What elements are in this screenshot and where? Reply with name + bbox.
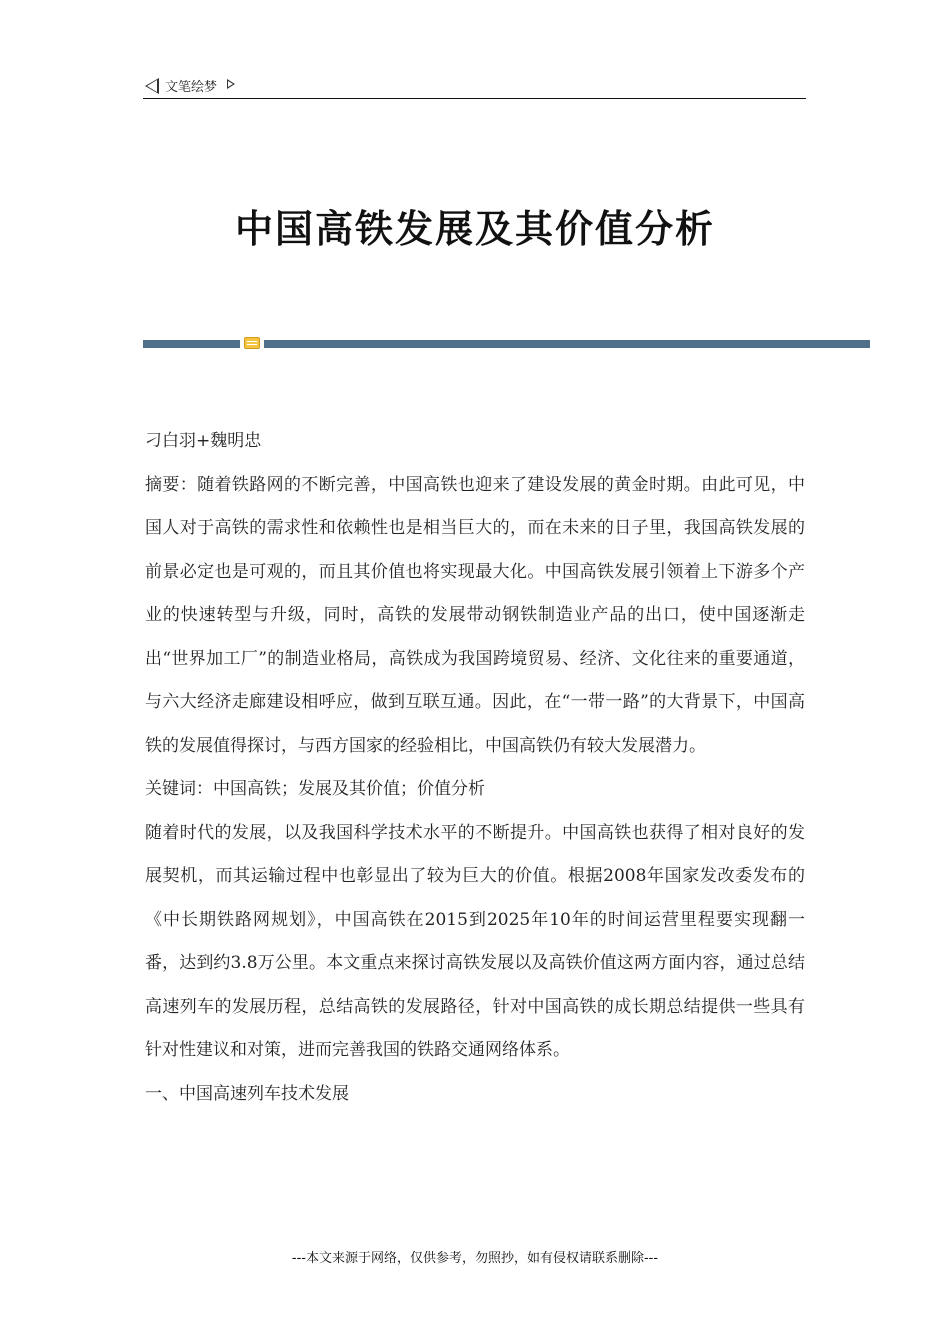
- divider-badge-icon: [244, 337, 260, 349]
- abstract-paragraph: 摘要：随着铁路网的不断完善，中国高铁也迎来了建设发展的黄金时期。由此可见，中国人对于高铁的需求性和依赖性也是相当巨大的，而在未来的日子里，我国高铁发展的前景必定也是可观的，而且其价值也将实现最大化。中国高铁发展引领着上下游多个产业的快速转型与升级，同时，高铁的发展带动钢铁制造业产品的出口，使中国逐渐走出“世界加工厂”的制造业格局，高铁成为我国跨境贸易、经济、文化往来的重要通道，与六大经济走廊建设相呼应，做到互联互通。因此，在“一带一路”的大背景下，中国高铁的发展值得探讨，与西方国家的经验相比，中国高铁仍有较大发展潜力。: [145, 474, 805, 756]
- keywords-line: 关键词：中国高铁；发展及其价值；价值分析: [145, 779, 485, 799]
- header-brand: [145, 76, 235, 95]
- authors-line: 刁白羽+魏明忠: [145, 431, 262, 451]
- triangle-right-icon: [227, 79, 235, 89]
- section-heading: 一、中国高速列车技术发展: [145, 1083, 349, 1104]
- document-body: [145, 420, 805, 1116]
- brand-label: 文笔绘梦: [165, 80, 218, 95]
- title-divider-right: [264, 340, 870, 348]
- footer-notice: ---本文来源于网络，仅供参考，勿照抄，如有侵权请联系删除---: [291, 1251, 659, 1266]
- document-title: 中国高铁发展及其价值分析: [234, 207, 715, 251]
- triangle-left-icon: [145, 78, 159, 94]
- title-divider-left: [143, 340, 240, 348]
- page-header: [143, 74, 806, 99]
- intro-paragraph: 随着时代的发展，以及我国科学技术水平的不断提升。中国高铁也获得了相对良好的发展契机，而其运输过程中也彰显出了较为巨大的价值。根据2008年国家发改委发布的《中长期铁路网规划》，中国高铁在2015到2025年10年的时间运营里程要实现翻一番，达到约3.8万公里。本文重点来探讨高铁发展以及高铁价值这两方面内容，通过总结高速列车的发展历程，总结高铁的发展路径，针对中国高铁的成长期总结提供一些具有针对性建议和对策，进而完善我国的铁路交通网络体系。: [145, 822, 805, 1060]
